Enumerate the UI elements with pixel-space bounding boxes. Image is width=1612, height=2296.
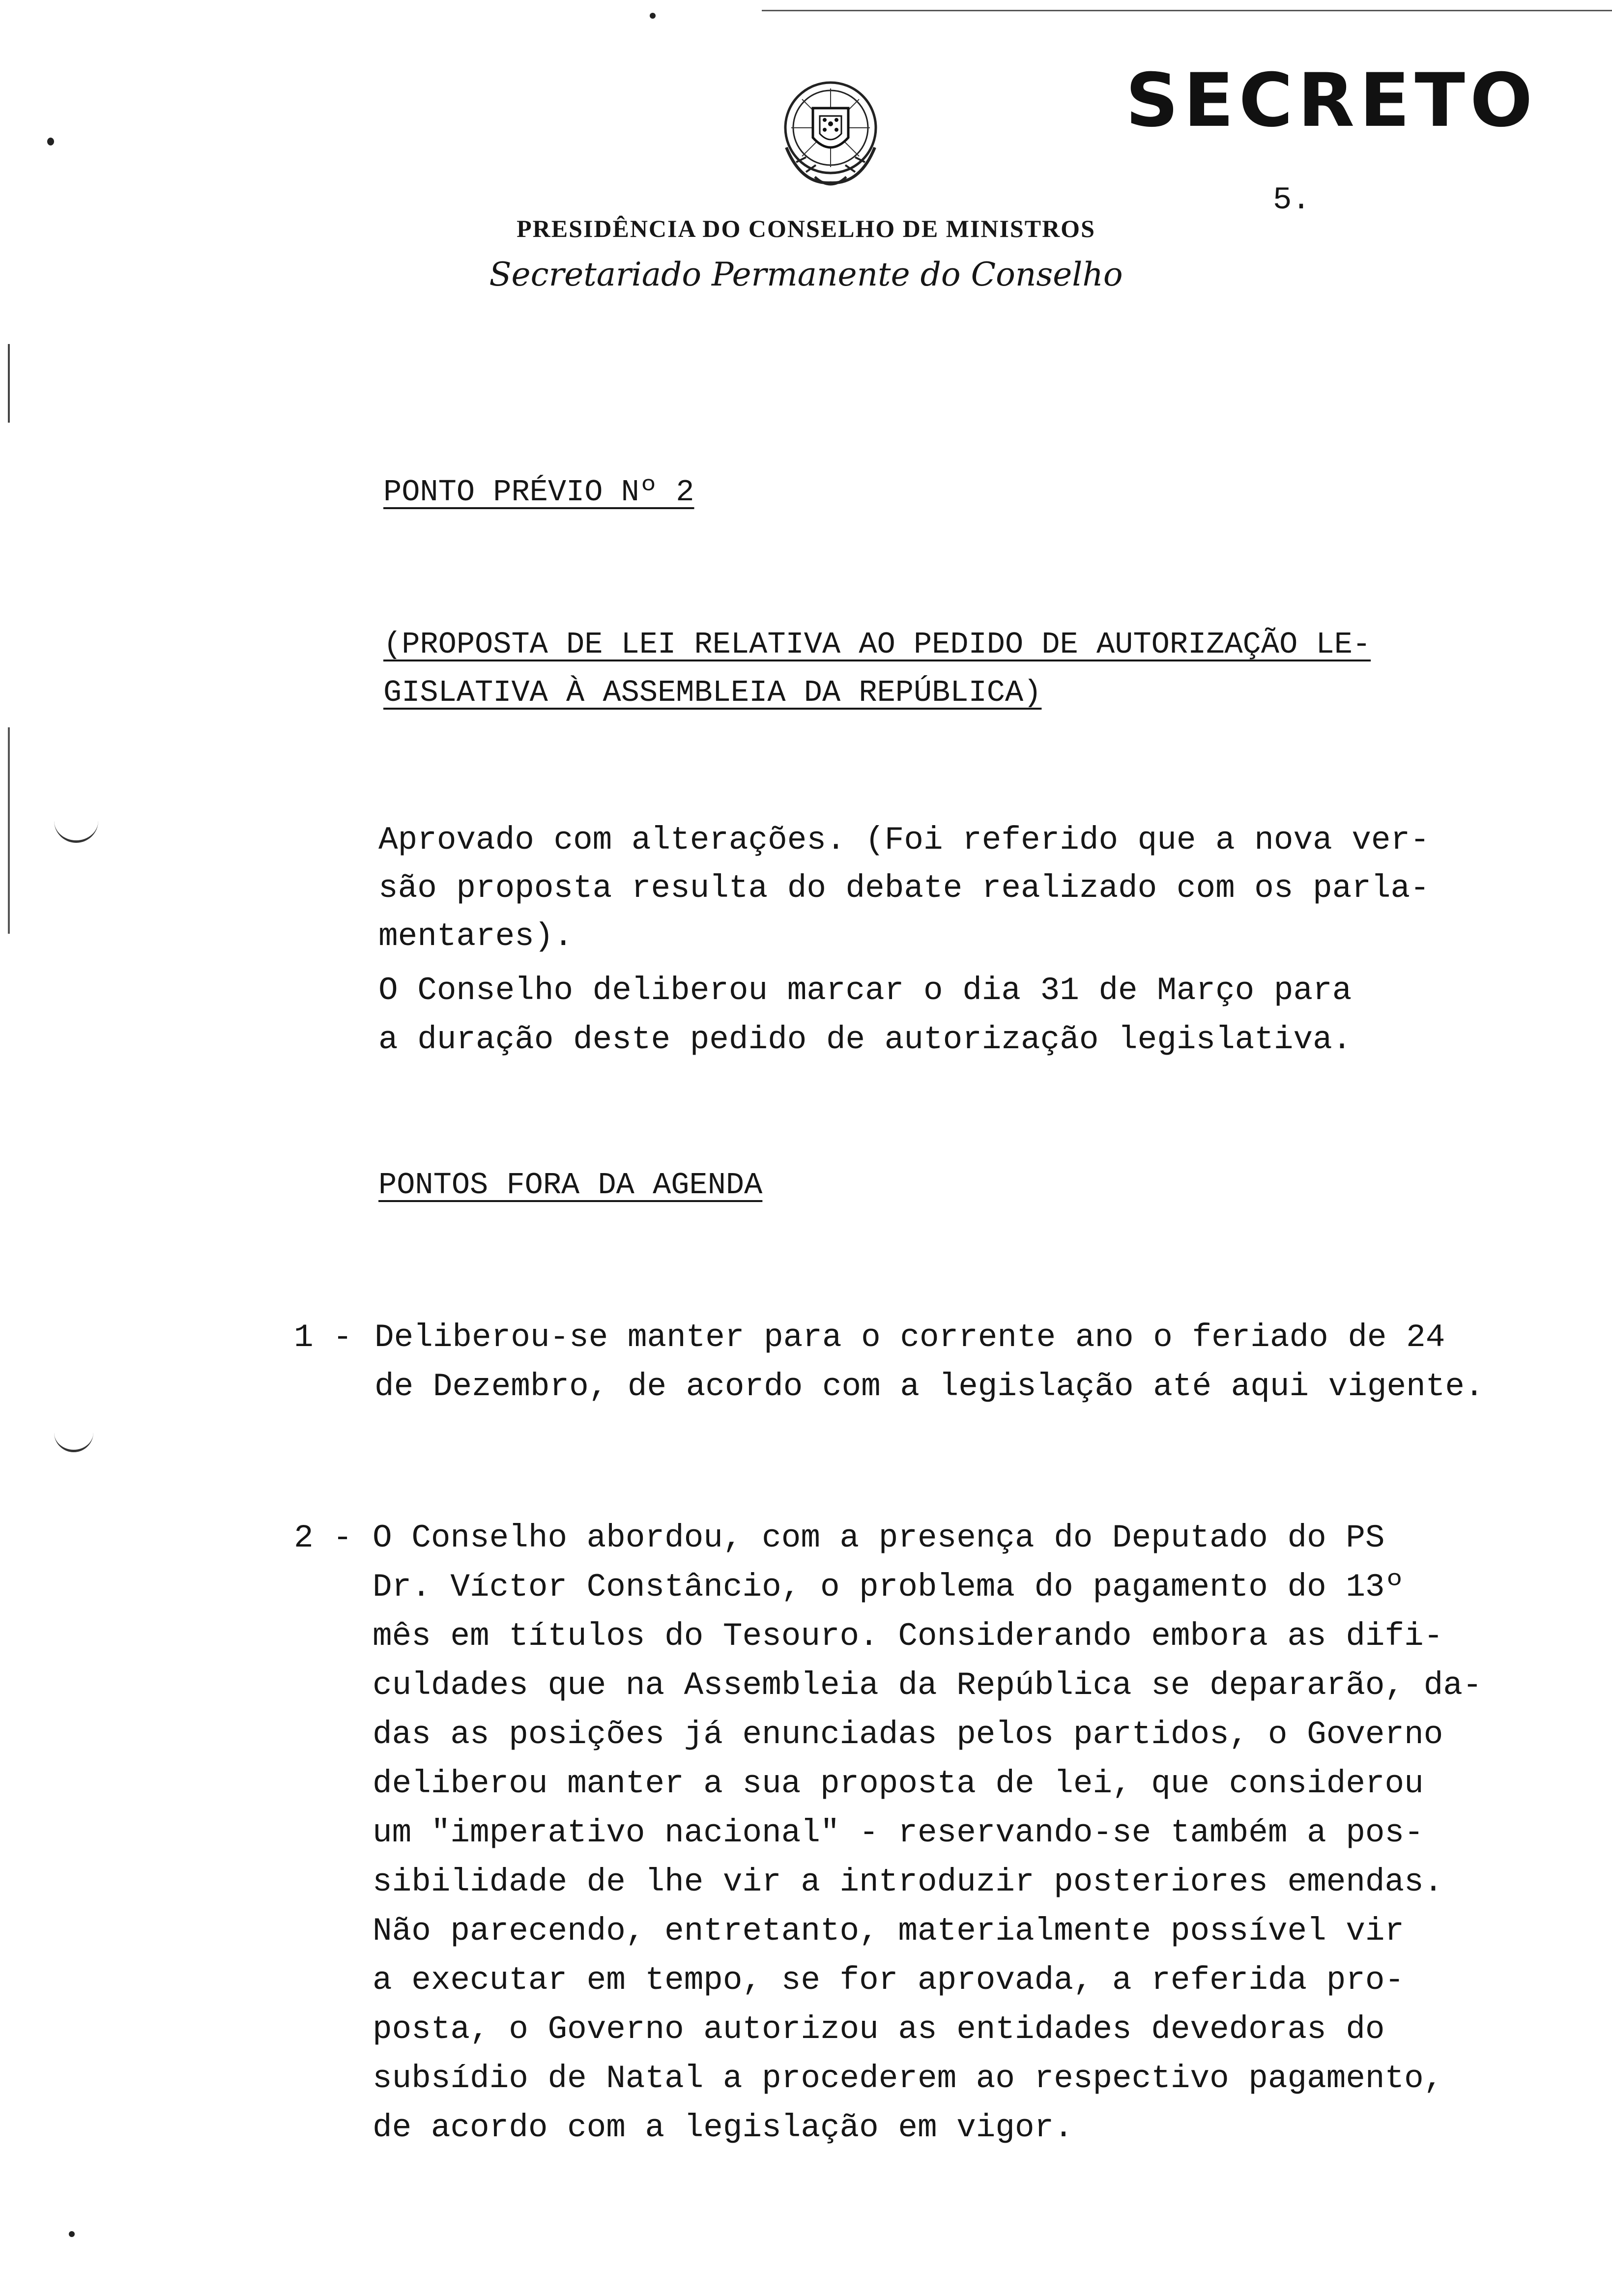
page-number: 5. [1273, 183, 1311, 218]
margin-mark [54, 806, 98, 843]
proposal-title-line: (PROPOSTA DE LEI RELATIVA AO PEDIDO DE AUTORIZAÇÃO LE- [383, 627, 1371, 662]
scan-speck [47, 138, 54, 145]
item-line: a executar em tempo, se for aprovada, a referida pro- [373, 1962, 1405, 1999]
proposal-title-line: GISLATIVA À ASSEMBLEIA DA REPÚBLICA) [383, 675, 1042, 710]
item-number: 2 - [294, 1520, 352, 1556]
item-line: das as posições já enunciadas pelos partidos, o Governo [373, 1716, 1443, 1753]
margin-mark [54, 1415, 93, 1452]
item-line: Dr. Víctor Constâncio, o problema do pagamento do 13º [373, 1569, 1405, 1606]
item-line: posta, o Governo autorizou as entidades devedoras do [373, 2011, 1385, 2048]
top-edge-rule [762, 10, 1612, 11]
body-line: O Conselho deliberou marcar o dia 31 de Março para [378, 972, 1352, 1009]
item-line: mês em títulos do Tesouro. Considerando embora as difi- [373, 1618, 1443, 1655]
body-line: Aprovado com alterações. (Foi referido que a nova ver- [378, 822, 1430, 859]
secretariat-name: Secretariado Permanente do Conselho [489, 256, 1123, 293]
body-line: são proposta resulta do debate realizado com os parla- [378, 870, 1430, 907]
item-line: culdades que na Assembleia da República se depararão, da- [373, 1667, 1482, 1704]
scan-speck [69, 2231, 75, 2237]
section-heading: PONTOS FORA DA AGENDA [378, 1168, 763, 1203]
coat-of-arms-emblem [767, 69, 894, 197]
item-line: de acordo com a legislação em vigor. [373, 2109, 1073, 2146]
item-line: sibilidade de lhe vir a introduzir posteriores emendas. [373, 1864, 1443, 1900]
item-line: O Conselho abordou, com a presença do Deputado do PS [373, 1520, 1385, 1556]
body-line: a duração deste pedido de autorização legislativa. [378, 1021, 1352, 1058]
classification-stamp: SECRETO [1125, 58, 1538, 144]
item-line: um "imperativo nacional" - reservando-se também a pos- [373, 1814, 1424, 1851]
item-line: deliberou manter a sua proposta de lei, que considerou [373, 1765, 1424, 1802]
item-line: de Dezembro, de acordo com a legislação até aqui vigente. [374, 1368, 1484, 1405]
item-line: subsídio de Natal a procederem ao respectivo pagamento, [373, 2060, 1443, 2097]
scan-speck [650, 13, 656, 19]
margin-line [8, 727, 10, 934]
item-line: Deliberou-se manter para o corrente ano o feriado de 24 [374, 1319, 1445, 1356]
section-heading: PONTO PRÉVIO Nº 2 [383, 475, 694, 510]
body-line: mentares). [378, 918, 574, 955]
item-line: Não parecendo, entretanto, materialmente possível vir [373, 1913, 1405, 1950]
department-name: PRESIDÊNCIA DO CONSELHO DE MINISTROS [517, 215, 1095, 242]
item-number: 1 - [294, 1319, 352, 1356]
margin-line [8, 344, 10, 423]
